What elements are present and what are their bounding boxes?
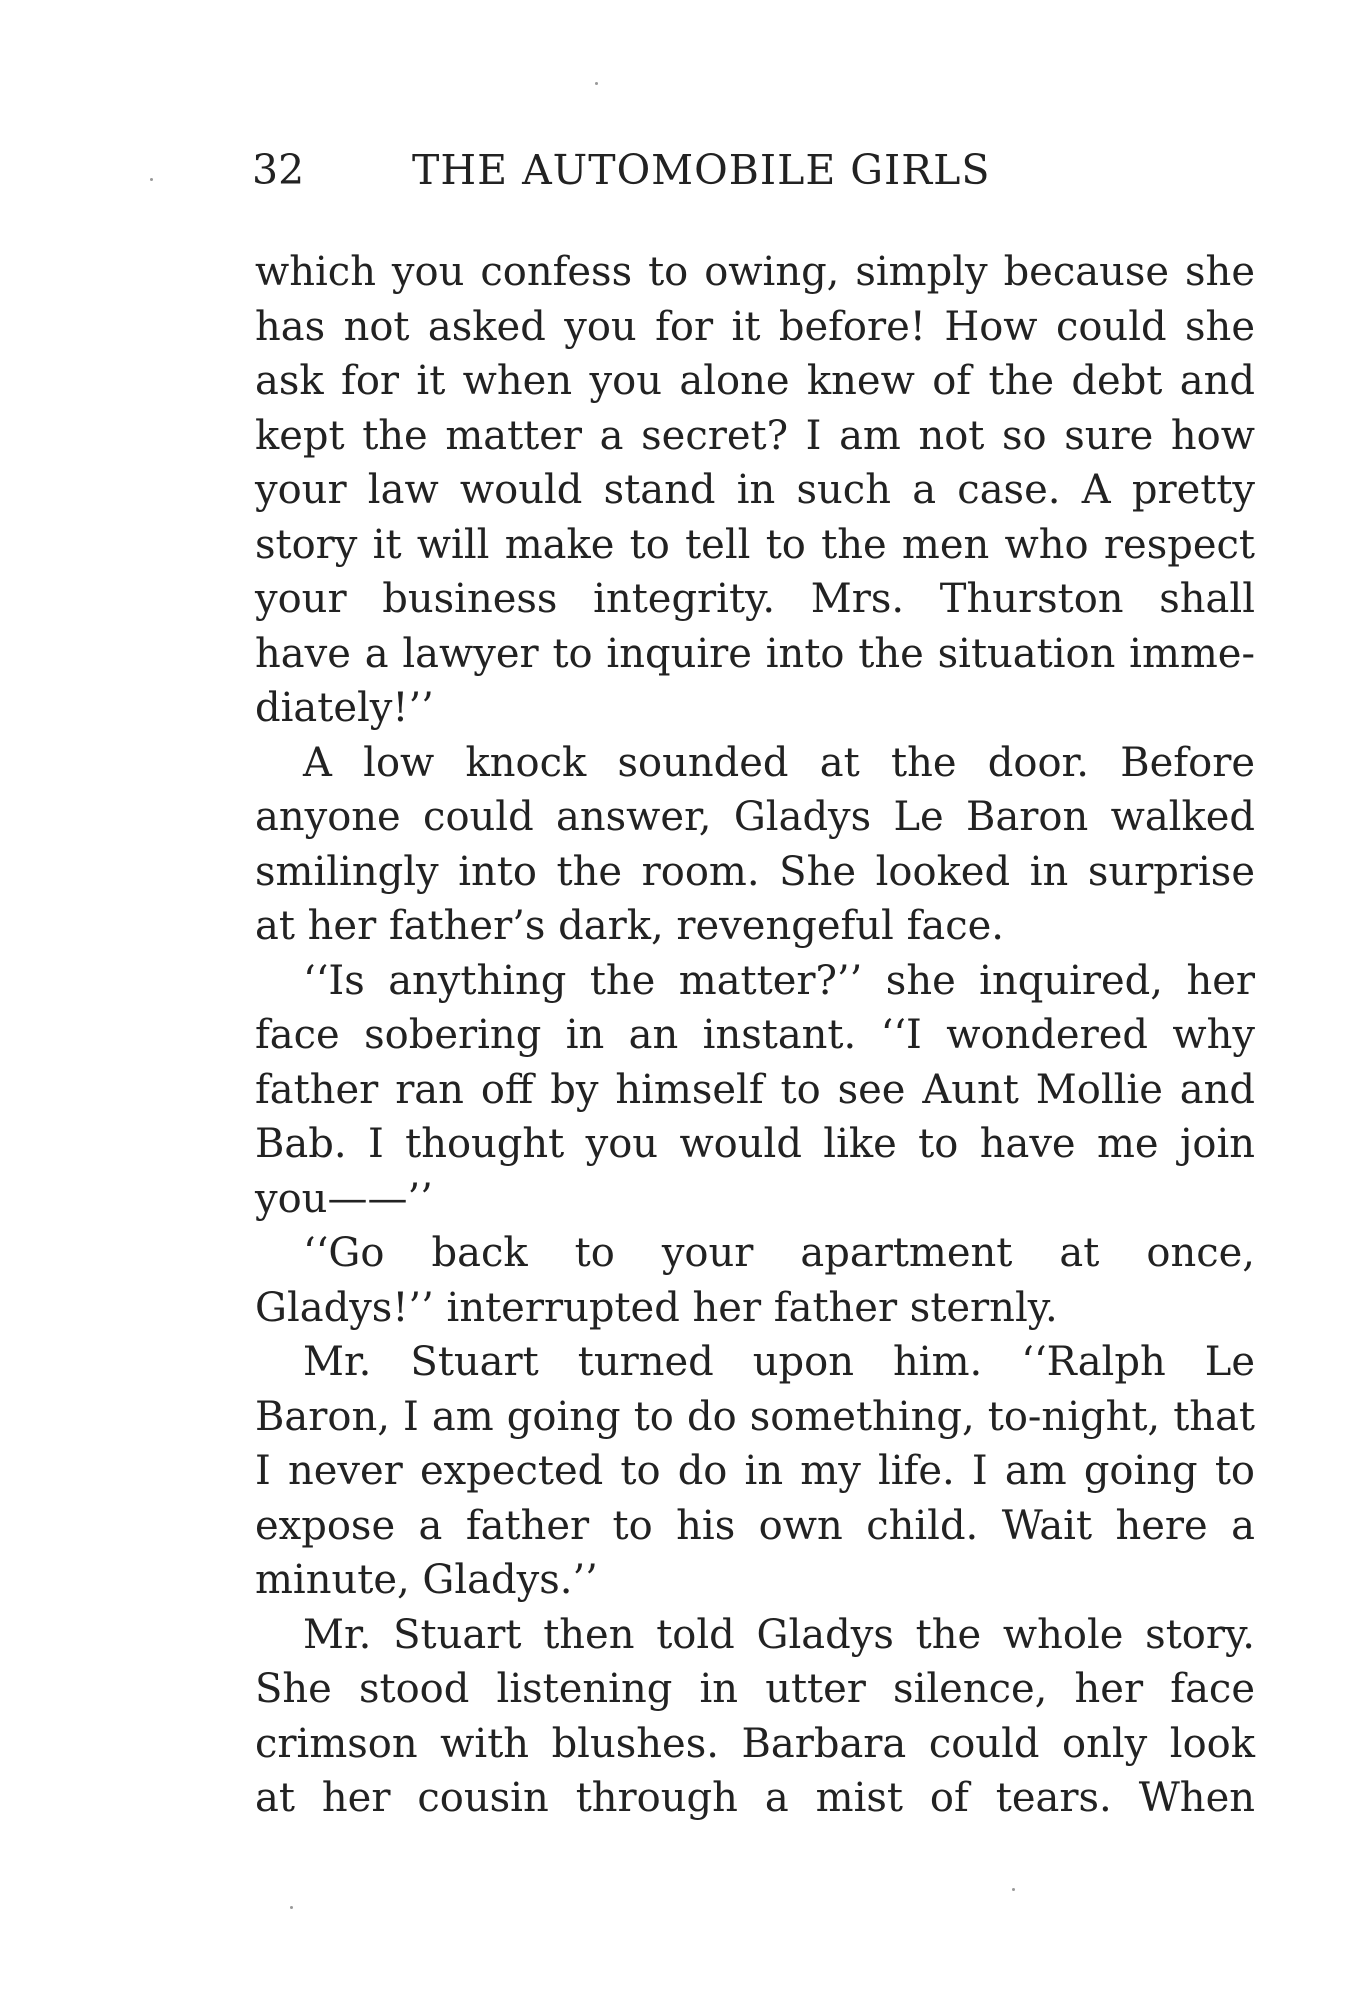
text-line: crimson with blushes. Barbara could only look: [255, 1720, 1255, 1767]
text-line: She stood listening in utter silence, her face: [255, 1666, 1255, 1712]
text-line: have a lawyer to inquire into the situation imme-: [255, 630, 1255, 677]
text-line: minute, Gladys.’’: [255, 1557, 598, 1603]
text-line: your law would stand in such a case. A pretty: [255, 467, 1255, 513]
running-title: THE AUTOMOBILE GIRLS: [412, 146, 991, 194]
text-line: Gladys!’’ interrupted her father sternly.: [255, 1284, 1058, 1331]
running-head: [252, 140, 1112, 200]
text-line: you——’’: [255, 1175, 433, 1222]
text-line: father ran off by himself to see Aunt Mollie and: [255, 1066, 1255, 1113]
text-line: has not asked you for it before! How could she: [255, 303, 1255, 350]
paper-speck: [1012, 1888, 1015, 1891]
text-line: diately!’’: [255, 685, 434, 731]
text-line: face sobering in an instant. ‘‘I wondered why: [255, 1012, 1255, 1058]
paper-speck: [595, 82, 598, 85]
text-line: Mr. Stuart then told Gladys the whole story.: [303, 1611, 1255, 1658]
text-line: which you confess to owing, simply because she: [255, 249, 1255, 295]
paper-speck: [290, 1906, 293, 1909]
text-line: smilingly into the room. She looked in surprise: [255, 848, 1255, 895]
text-line: I never expected to do in my life. I am going to: [255, 1448, 1255, 1494]
text-line: at her father’s dark, revengeful face.: [255, 903, 1005, 949]
text-line: kept the matter a secret? I am not so sure how: [255, 412, 1255, 459]
text-line: ask for it when you alone knew of the debt and: [255, 358, 1255, 404]
text-line: Bab. I thought you would like to have me join: [255, 1121, 1255, 1167]
paper-speck: [150, 178, 153, 181]
body-text: [255, 245, 1255, 1826]
page-number: 32: [252, 146, 305, 194]
text-line: expose a father to his own child. Wait here a: [255, 1502, 1255, 1549]
text-line: at her cousin through a mist of tears. When: [255, 1775, 1255, 1821]
text-line: Baron, I am going to do something, to-night, that: [255, 1393, 1255, 1440]
text-line: Mr. Stuart turned upon him. ‘‘Ralph Le: [303, 1339, 1255, 1385]
text-line: story it will make to tell to the men who respect: [255, 521, 1255, 568]
text-line: ‘‘Go back to your apartment at once,: [303, 1230, 1255, 1276]
text-line: A low knock sounded at the door. Before: [303, 739, 1255, 786]
text-line: your business integrity. Mrs. Thurston shall: [255, 576, 1255, 622]
text-line: anyone could answer, Gladys Le Baron walked: [255, 794, 1255, 840]
text-line: ‘‘Is anything the matter?’’ she inquired, her: [303, 957, 1255, 1004]
